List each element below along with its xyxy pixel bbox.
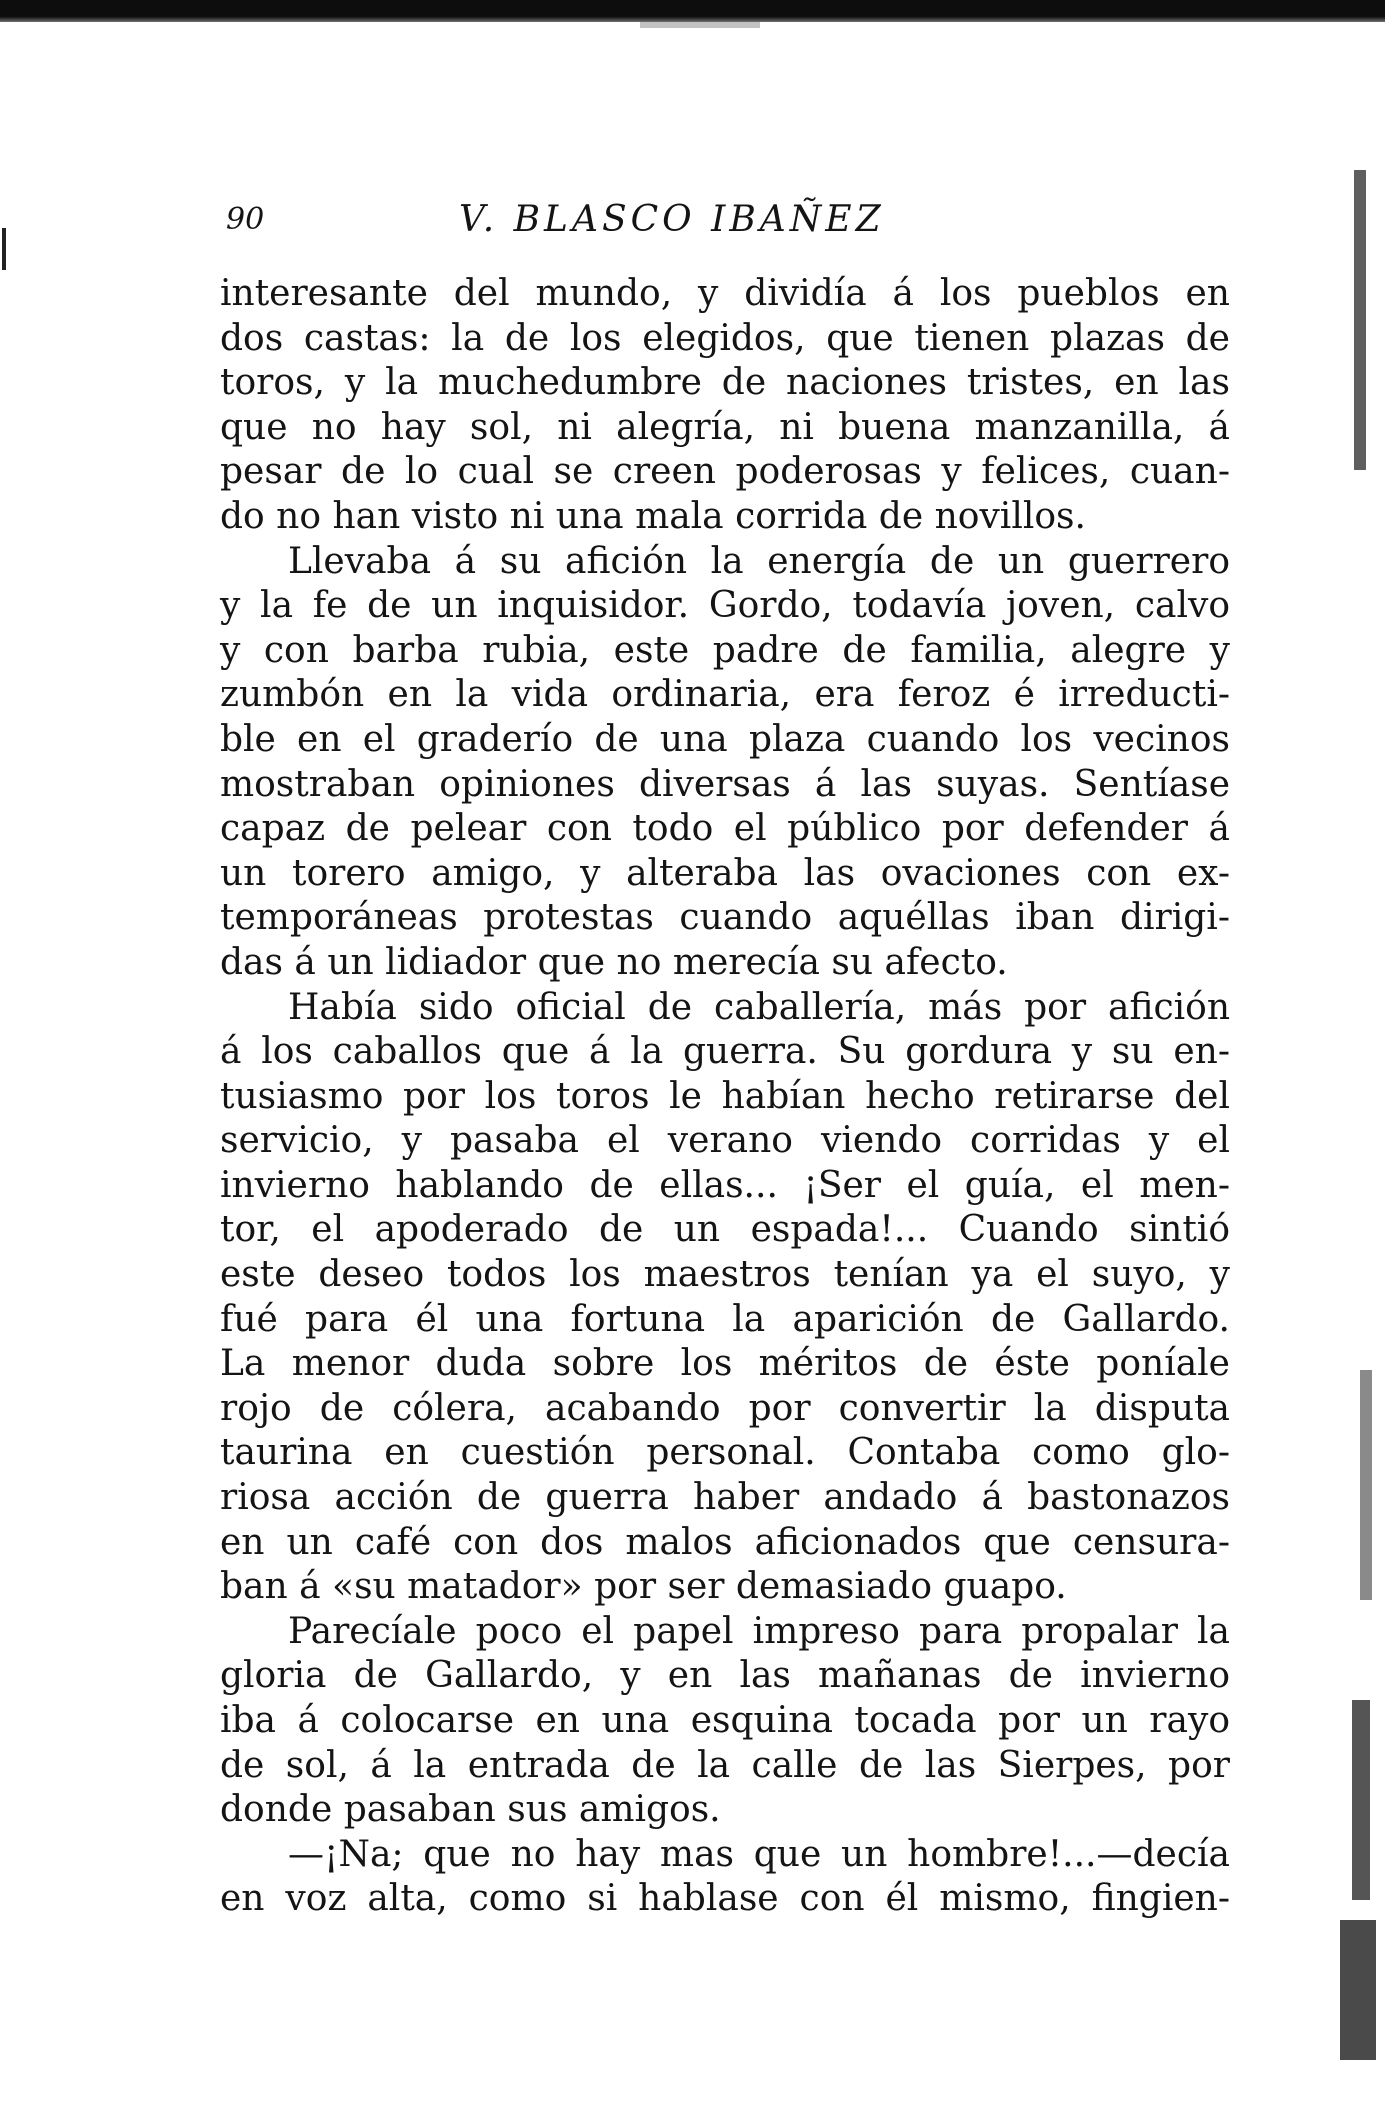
text-line: temporáneas protestas cuando aquéllas iban dirigi- xyxy=(220,897,1230,939)
text-line: ban á «su matador» por ser demasiado guapo. xyxy=(220,1566,1067,1608)
paragraph xyxy=(220,540,1230,986)
text-line: rojo de cólera, acabando por convertir la disputa xyxy=(220,1387,1230,1429)
text-line: pesar de lo cual se creen poderosas y felices, cuan- xyxy=(220,451,1230,493)
text-line: Parecíale poco el papel impreso para propalar la xyxy=(288,1610,1230,1652)
paragraph xyxy=(220,272,1230,540)
scan-edge-shadow xyxy=(1360,1370,1372,1600)
text-line: gloria de Gallardo, y en las mañanas de invierno xyxy=(220,1655,1230,1697)
text-line: iba á colocarse en una esquina tocada por un rayo xyxy=(220,1700,1230,1741)
text-line: donde pasaban sus amigos. xyxy=(220,1789,721,1831)
body-text xyxy=(220,272,1230,1922)
text-line: —¡Na; que no hay mas que un hombre!...—decía xyxy=(288,1833,1230,1875)
text-line: capaz de pelear con todo el público por defender á xyxy=(220,808,1230,850)
running-head: V. BLASCO IBAÑEZ xyxy=(459,199,885,240)
paragraph xyxy=(220,1833,1230,1922)
page-number: 90 xyxy=(226,202,265,237)
scan-edge-shadow xyxy=(1340,1920,1376,2060)
text-line: un torero amigo, y alteraba las ovaciones con ex- xyxy=(220,852,1230,894)
text-line: este deseo todos los maestros tenían ya el suyo, y xyxy=(220,1254,1230,1296)
text-line: en un café con dos malos aficionados que censura- xyxy=(220,1521,1230,1563)
top-scan-border xyxy=(0,0,1385,22)
text-line: Había sido oficial de caballería, más por afición xyxy=(288,986,1230,1028)
text-line: toros, y la muchedumbre de naciones tristes, en las xyxy=(220,362,1230,404)
text-line: y la fe de un inquisidor. Gordo, todavía joven, calvo xyxy=(220,585,1230,627)
text-line: tor, el apoderado de un espada!... Cuando sintió xyxy=(220,1209,1230,1251)
text-line: riosa acción de guerra haber andado á bastonazos xyxy=(220,1477,1230,1519)
text-line: invierno hablando de ellas... ¡Ser el guía, el men- xyxy=(220,1164,1230,1206)
text-line: mostraban opiniones diversas á las suyas. Sentíase xyxy=(220,763,1230,805)
text-line: y con barba rubia, este padre de familia, alegre y xyxy=(220,629,1230,671)
text-line: La menor duda sobre los méritos de éste poníale xyxy=(220,1343,1230,1385)
text-line: Llevaba á su afición la energía de un guerrero xyxy=(288,540,1230,582)
text-line: en voz alta, como si hablase con él mismo, fingien- xyxy=(220,1878,1230,1920)
text-line: de sol, á la entrada de la calle de las Sierpes, por xyxy=(220,1744,1230,1786)
text-line: interesante del mundo, y dividía á los pueblos en xyxy=(220,273,1230,314)
scan-edge-shadow xyxy=(1352,1700,1370,1900)
text-line: do no han visto ni una mala corrida de novillos. xyxy=(220,495,1086,537)
text-line: fué para él una fortuna la aparición de Gallardo. xyxy=(220,1298,1230,1340)
paragraph xyxy=(220,986,1230,1610)
text-line: zumbón en la vida ordinaria, era feroz é irreducti- xyxy=(220,674,1230,716)
text-line: taurina en cuestión personal. Contaba como glo- xyxy=(220,1432,1230,1474)
text-line: tusiasmo por los toros le habían hecho retirarse del xyxy=(220,1075,1230,1117)
text-line: servicio, y pasaba el verano viendo corridas y el xyxy=(220,1120,1230,1162)
text-line: dos castas: la de los elegidos, que tienen plazas de xyxy=(220,317,1230,359)
scan-artifact xyxy=(640,22,760,28)
text-line: á los caballos que á la guerra. Su gordura y su en- xyxy=(220,1031,1230,1073)
text-line: que no hay sol, ni alegría, ni buena manzanilla, á xyxy=(220,406,1230,448)
paragraph xyxy=(220,1610,1230,1833)
text-line: ble en el graderío de una plaza cuando los vecinos xyxy=(220,718,1230,760)
page-header xyxy=(0,195,1385,245)
text-line: das á un lidiador que no merecía su afecto. xyxy=(220,941,1008,983)
